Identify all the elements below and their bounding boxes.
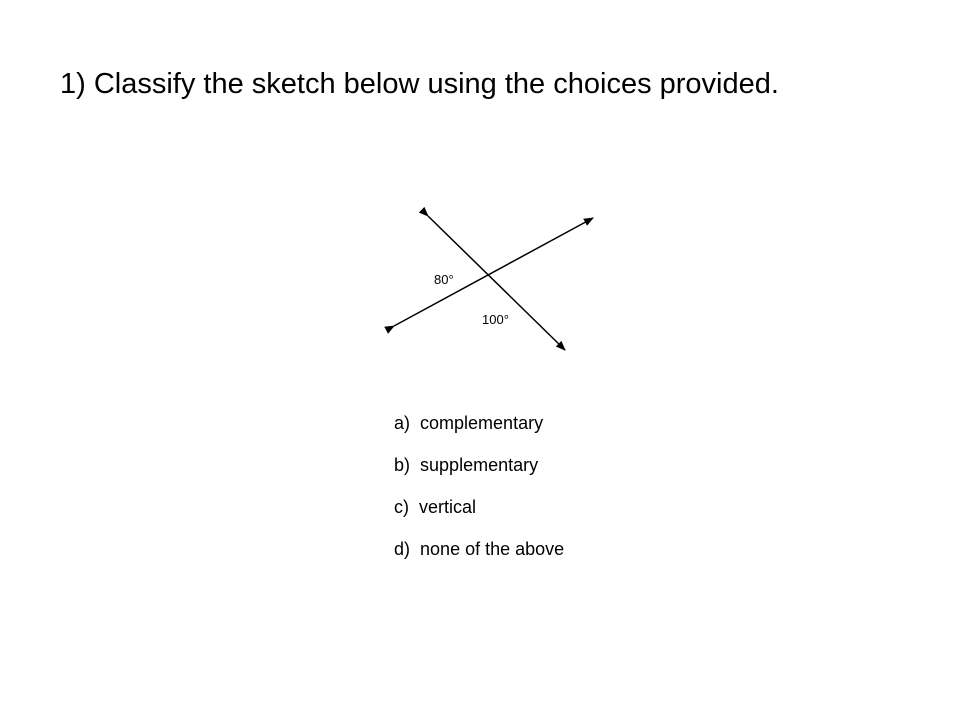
question-text: 1) Classify the sketch below using the choices provided. [60, 68, 779, 100]
choice-c [394, 494, 564, 536]
angle-label-100: 100° [482, 312, 509, 327]
angle-label-80: 80° [434, 272, 454, 287]
choice-a [394, 410, 564, 452]
choice-label: vertical [419, 497, 477, 517]
choice-label: complementary [420, 413, 544, 433]
answer-choices [394, 410, 564, 578]
choice-b [394, 452, 564, 494]
choice-label: supplementary [420, 455, 539, 475]
line-ascending [394, 218, 593, 326]
choice-label: none of the above [420, 539, 565, 559]
choice-d [394, 536, 564, 578]
choice-letter: a) [394, 413, 411, 433]
choice-letter: c) [394, 497, 409, 517]
choice-letter: d) [394, 539, 411, 559]
choice-letter: b) [394, 455, 411, 475]
